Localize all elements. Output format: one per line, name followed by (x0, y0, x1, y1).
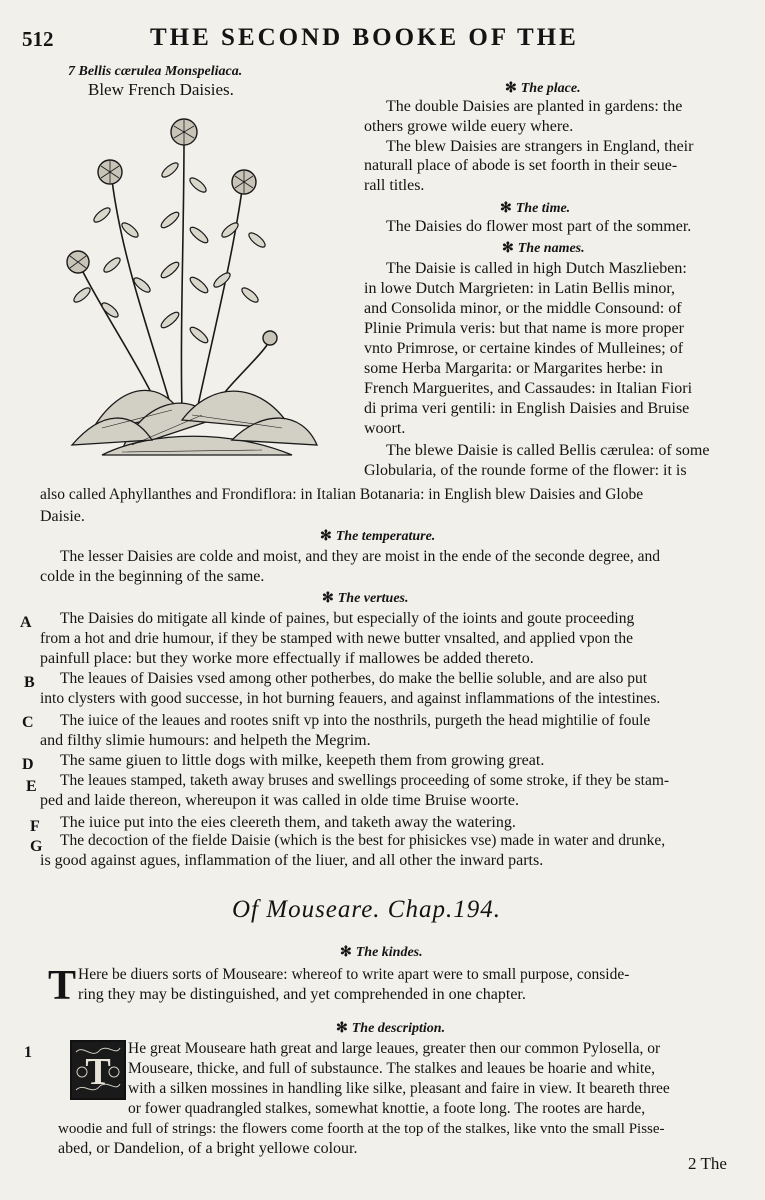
text-line: The decoction of the fielde Daisie (which is the best for phisickes vse) made in water and drunke, (60, 832, 666, 849)
margin-letter-D: D (22, 756, 34, 773)
svg-text:T: T (85, 1051, 111, 1093)
decorated-initial (70, 1040, 126, 1100)
text-line: The leaues of Daisies vsed among other potherbes, do make the bellie soluble, and are also put (60, 670, 648, 687)
text-line: some Herba Margarita: or Margarites herbe: in (364, 360, 663, 377)
text-line: woort. (364, 420, 406, 437)
running-head: THE SECOND BOOKE OF THE (150, 24, 579, 51)
text-line: rall titles. (364, 177, 425, 194)
text-line: ped and laide thereon, whereupon it was called in olde time Bruise woorte. (40, 792, 519, 809)
text-line: The lesser Daisies are colde and moist, and they are moist in the ende of the seconde degree, and (60, 548, 660, 565)
text-line: Here be diuers sorts of Mouseare: whereof to write apart were to small purpose, conside- (78, 966, 630, 983)
item-number: 1 (24, 1044, 32, 1061)
heading-vertues: ✻ The vertues. (322, 591, 409, 606)
text-line: abed, or Dandelion, of a bright yellowe colour. (58, 1140, 358, 1157)
text-line: Daisie. (40, 508, 85, 525)
text-line: The leaues stamped, taketh away bruses and swellings proceeding of some stroke, if they be stam- (60, 772, 670, 789)
margin-letter-A: A (20, 614, 32, 631)
figure-caption: Blew French Daisies. (88, 80, 234, 99)
ornament-icon (72, 1042, 124, 1098)
text-line: into clysters with good successe, in hot burning feauers, and against inflammations of the intestines. (40, 690, 661, 707)
text-line: The iuice of the leaues and rootes snift vp into the nosthrils, purgeth the head mightilie of foule (60, 712, 651, 729)
text-line: or fower quadrangled stalkes, somewhat knottie, a foote long. The rootes are harde, (128, 1100, 646, 1117)
text-line: He great Mouseare hath great and large leaues, greater then our common Pylosella, or (128, 1040, 661, 1057)
text-line: The iuice put into the eies cleereth them, and taketh away the watering. (60, 814, 516, 831)
text-line: is good against agues, inflammation of the liuer, and all other the inward parts. (40, 852, 544, 869)
daisy-woodcut-illustration (62, 110, 322, 475)
dropcap-letter: T (48, 963, 77, 1009)
margin-letter-C: C (22, 714, 34, 731)
chapter-title: Of Mouseare. Chap.194. (232, 896, 501, 923)
text-line: French Marguerites, and Cassaudes: in Italian Fiori (364, 380, 693, 397)
figure-title: 7 Bellis cærulea Monspeliaca. (68, 64, 243, 79)
text-line: The double Daisies are planted in gardens: the (386, 98, 683, 115)
catchword: 2 The (688, 1154, 727, 1173)
text-line: naturall place of abode is set foorth in their seue- (364, 157, 678, 174)
text-line: Plinie Primula veris: but that name is more proper (364, 320, 684, 337)
text-line: and Consolida minor, or the middle Consound: of (364, 300, 682, 317)
heading-kindes: ✻ The kindes. (340, 945, 423, 960)
text-line: ring they may be distinguished, and yet comprehended in one chapter. (78, 986, 526, 1003)
text-line: Globularia, of the rounde forme of the flower: it is (364, 462, 687, 479)
text-line: woodie and full of strings: the flowers come foorth at the top of the stalkes, like vnto the small Pisse- (58, 1121, 665, 1137)
text-line: The Daisies do flower most part of the sommer. (386, 218, 692, 235)
text-line: and filthy slimie humours: and helpeth the Megrim. (40, 732, 371, 749)
margin-letter-E: E (26, 778, 37, 795)
text-line: vnto Primrose, or certaine kindes of Mulleines; of (364, 340, 684, 357)
text-line: The Daisie is called in high Dutch Maszlieben: (386, 260, 687, 277)
heading-place: ✻ The place. (505, 81, 581, 96)
heading-names: ✻ The names. (502, 241, 585, 256)
text-line: Mouseare, thicke, and full of substaunce. The stalkes and leaues be hoarie and white, (128, 1060, 655, 1077)
text-line: others growe wilde euery where. (364, 118, 574, 135)
text-line: from a hot and drie humour, if they be stamped with newe butter vnsalted, and applied vpon the (40, 630, 633, 647)
text-line: also called Aphyllanthes and Frondiflora: in Italian Botanaria: in English blew Daisies and Globe (40, 486, 644, 503)
text-line: di prima veri gentili: in English Daisies and Bruise (364, 400, 690, 417)
page-number: 512 (22, 27, 54, 51)
text-line: The same giuen to little dogs with milke, keepeth them from growing great. (60, 752, 545, 769)
text-line: colde in the beginning of the same. (40, 568, 265, 585)
text-line: The blew Daisies are strangers in England, their (386, 138, 694, 155)
text-line: The blewe Daisie is called Bellis cærulea: of some (386, 442, 710, 459)
margin-letter-B: B (24, 674, 35, 691)
heading-time: ✻ The time. (500, 201, 571, 216)
margin-letter-G: G (30, 838, 43, 855)
text-line: The Daisies do mitigate all kinde of paines, but especially of the ioints and goute proceeding (60, 610, 635, 627)
text-line: painfull place: but they worke more effectually if mallowes be added thereto. (40, 650, 534, 667)
text-line: with a silken mossines in handling like silke, pleasant and faire in view. It beareth three (128, 1080, 670, 1097)
heading-description: ✻ The description. (336, 1021, 446, 1036)
heading-temperature: ✻ The temperature. (320, 529, 436, 544)
text-line: in lowe Dutch Margrieten: in Latin Bellis minor, (364, 280, 676, 297)
margin-letter-F: F (30, 818, 40, 835)
